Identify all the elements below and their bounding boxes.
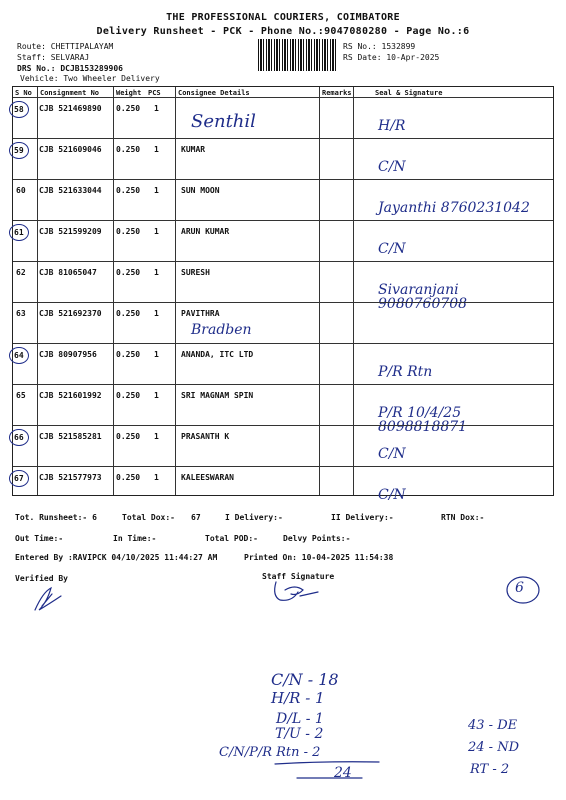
row-pcs: 1 (154, 391, 159, 400)
row-sno: 66 (9, 429, 29, 446)
row-sno: 67 (9, 470, 29, 487)
row-signature-handwritten: P/R Rtn (378, 364, 433, 380)
row-consignment-no: CJB 521599209 (39, 227, 102, 236)
row-consignee: SURESH (181, 268, 210, 277)
row-consignee: PRASANTH K (181, 432, 230, 441)
col-header-signature: Seal & Signature (375, 89, 443, 97)
row-pcs: 1 (154, 432, 159, 441)
runsheet-subtitle: Delivery Runsheet - PCK - Phone No.:9047080280 - Page No.:6 (96, 26, 470, 37)
printed-on: Printed On: 10-04-2025 11:54:38 (244, 553, 394, 562)
staff: Staff: SELVARAJ (17, 53, 90, 62)
row-weight: 0.250 (116, 432, 141, 441)
row-consignment-no: CJB 80907956 (39, 350, 97, 359)
row-sno: 64 (9, 347, 29, 364)
row-consignee-handwritten: Bradben (191, 322, 252, 338)
i-delivery: I Delivery:- (225, 513, 283, 522)
rs-number: RS No.: 1532899 (343, 42, 416, 51)
entered-by: Entered By :RAVIPCK 04/10/2025 11:44:27 AM (15, 553, 218, 562)
row-consignment-no: CJB 521469890 (39, 104, 102, 113)
row-consignment-no: CJB 521577973 (39, 473, 102, 482)
row-sno: 58 (9, 101, 29, 118)
row-weight: 0.250 (116, 268, 141, 277)
verified-by: Verified By (15, 574, 68, 583)
col-header-consignment: Consignment No (40, 89, 100, 97)
row-sno: 65 (16, 391, 26, 400)
row-consignee: KUMAR (181, 145, 206, 154)
row-signature-handwritten: C/N (378, 241, 406, 257)
ii-delivery: II Delivery:- (331, 513, 394, 522)
document-title: THE PROFESSIONAL COURIERS, COIMBATORE (166, 12, 400, 23)
summary-line-1: C/N - 18 (271, 670, 339, 689)
rs-date: RS Date: 10-Apr-2025 (343, 53, 440, 62)
row-weight: 0.250 (116, 391, 141, 400)
col-header-remarks: Remarks (322, 89, 352, 97)
summary-line-2: H/R - 1 (271, 689, 325, 707)
row-consignee: ANANDA, ITC LTD (181, 350, 254, 359)
col-header-sno: S No (15, 89, 32, 97)
row-weight: 0.250 (116, 104, 141, 113)
vehicle: Vehicle: Two Wheeler Delivery (20, 74, 160, 83)
summary-line-4: T/U - 2 (275, 726, 324, 742)
row-consignee: SUN MOON (181, 186, 220, 195)
row-signature-handwritten: C/N (378, 446, 406, 462)
row-consignment-no: CJB 521609046 (39, 145, 102, 154)
staff-signature-label: Staff Signature (262, 572, 335, 581)
row-signature-handwritten: Sivaranjani 9080760708 (378, 282, 468, 312)
summary-line-6: 24 (334, 765, 352, 781)
page-number-handwritten: 6 (515, 580, 524, 596)
row-pcs: 1 (154, 268, 159, 277)
row-signature-handwritten: C/N (378, 487, 406, 503)
row-sno: 59 (9, 142, 29, 159)
row-consignment-no: CJB 521601992 (39, 391, 102, 400)
row-sno: 63 (16, 309, 26, 318)
summary-right-2: 24 - ND (468, 740, 519, 755)
summary-right-3: RT - 2 (470, 762, 510, 777)
tot-runsheet: Tot. Runsheet:- 6 (15, 513, 97, 522)
rtn-dox: RTN Dox:- (441, 513, 485, 522)
total-dox-value: 67 (191, 513, 201, 522)
col-header-consignee: Consignee Details (178, 89, 250, 97)
drs-number: DRS No.: DCJB153289906 (17, 64, 123, 73)
summary-line-3: D/L - 1 (276, 711, 324, 727)
row-signature-handwritten: H/R (378, 118, 406, 134)
total-pod: Total POD:- (205, 534, 258, 543)
row-consignment-no: CJB 521585281 (39, 432, 102, 441)
row-pcs: 1 (154, 473, 159, 482)
row-signature-handwritten: Jayanthi 8760231042 (378, 200, 530, 216)
row-weight: 0.250 (116, 186, 141, 195)
row-sno: 62 (16, 268, 26, 277)
row-weight: 0.250 (116, 309, 141, 318)
row-pcs: 1 (154, 350, 159, 359)
row-pcs: 1 (154, 104, 159, 113)
row-sno: 61 (9, 224, 29, 241)
col-header-weight: Weight (116, 89, 142, 97)
col-header-pcs: PCS (148, 89, 161, 97)
row-consignment-no: CJB 81065047 (39, 268, 97, 277)
row-weight: 0.250 (116, 473, 141, 482)
row-consignment-no: CJB 521633044 (39, 186, 102, 195)
row-pcs: 1 (154, 186, 159, 195)
row-weight: 0.250 (116, 350, 141, 359)
out-time: Out Time:- (15, 534, 64, 543)
row-pcs: 1 (154, 145, 159, 154)
row-signature-handwritten: P/R 10/4/25 8098818871 (378, 405, 468, 435)
row-consignment-no: CJB 521692370 (39, 309, 102, 318)
row-consignee: PAVITHRA (181, 309, 220, 318)
row-signature-handwritten: C/N (378, 159, 406, 175)
row-weight: 0.250 (116, 145, 141, 154)
summary-right-1: 43 - DE (468, 718, 518, 733)
delvy-points: Delvy Points:- (283, 534, 351, 543)
summary-underline (275, 762, 379, 764)
in-time: In Time:- (113, 534, 157, 543)
row-consignee: ARUN KUMAR (181, 227, 230, 236)
staff-signature (275, 582, 318, 600)
summary-line-5: C/N/P/R Rtn - 2 (219, 745, 321, 760)
verified-signature (35, 588, 61, 610)
row-consignee-handwritten: Senthil (191, 111, 256, 132)
total-dox-label: Total Dox:- (122, 513, 175, 522)
row-pcs: 1 (154, 309, 159, 318)
route: Route: CHETTIPALAYAM (17, 42, 114, 51)
row-weight: 0.250 (116, 227, 141, 236)
row-consignee: KALEESWARAN (181, 473, 234, 482)
row-consignee: SRI MAGNAM SPIN (181, 391, 254, 400)
row-sno: 60 (16, 186, 26, 195)
row-pcs: 1 (154, 227, 159, 236)
